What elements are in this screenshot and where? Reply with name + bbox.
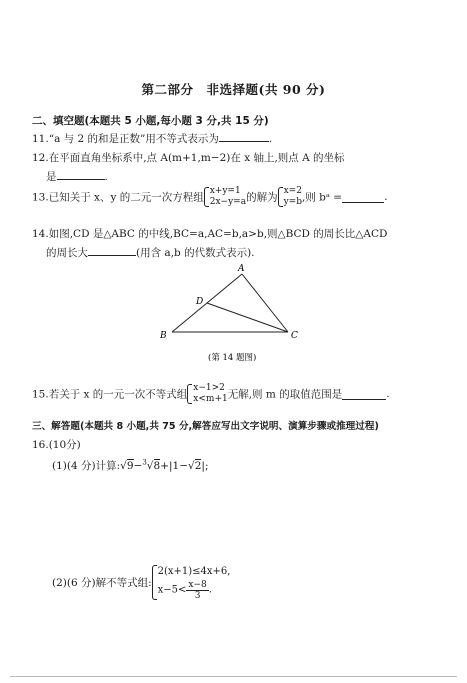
part1-label: (1)(4 分)计算: bbox=[52, 460, 121, 472]
question-14-line2-end: (用含 a,b 的代数式表示). bbox=[136, 247, 255, 259]
question-13 bbox=[32, 186, 387, 208]
figure-caption: (第 14 题图) bbox=[208, 353, 257, 363]
fraction bbox=[186, 580, 208, 601]
system-line: y=b bbox=[283, 197, 302, 207]
triangle-figure bbox=[150, 262, 310, 367]
question-16-header: 16.(10分) bbox=[32, 439, 81, 451]
equation-system-13 bbox=[204, 186, 246, 208]
system-line: 2(x+1)≤4x+6, bbox=[157, 566, 231, 577]
question-14-line1: 14.如图,CD 是△ABC 的中线,BC=a,AC=b,a>b,则△BCD 的周长比△ACD bbox=[32, 228, 388, 240]
vertex-label-b: B bbox=[160, 331, 167, 341]
question-13-start: 13.已知关于 x、y 的二元一次方程组 bbox=[32, 191, 204, 204]
question-16-part1 bbox=[52, 458, 208, 473]
fraction-denominator: 3 bbox=[194, 591, 201, 601]
answer-blank-13[interactable] bbox=[342, 191, 384, 203]
question-11-end: . bbox=[268, 133, 273, 145]
system-line-end: . bbox=[208, 584, 212, 596]
question-11 bbox=[32, 130, 272, 146]
system-line: x+y=1 bbox=[209, 186, 241, 196]
system-line: x<m+1 bbox=[193, 394, 228, 404]
system-line: x−1>2 bbox=[193, 383, 225, 393]
system-line-start: x−5< bbox=[157, 584, 187, 596]
section-solution-heading: 三、解答题(本题共 8 小题,共 75 分,解答应写出文字说明、演算步骤或推理过程) bbox=[32, 421, 379, 432]
solution-system-13 bbox=[278, 186, 302, 208]
question-15-start: 15.若关于 x 的一元一次不等式组 bbox=[32, 388, 188, 401]
part2-label: (2)(6 分)解不等式组: bbox=[52, 577, 152, 589]
cube-root-index: 3 bbox=[142, 458, 147, 467]
answer-blank-15[interactable] bbox=[342, 388, 386, 400]
abs-close: |; bbox=[201, 460, 209, 472]
vertex-label-c: C bbox=[291, 331, 298, 341]
system-line bbox=[158, 580, 231, 601]
sqrt-icon: √ bbox=[120, 460, 127, 472]
question-15-end: . bbox=[386, 388, 390, 400]
median-cd bbox=[207, 303, 288, 332]
answer-blank-12[interactable] bbox=[57, 168, 105, 180]
vertex-label-a: A bbox=[238, 264, 245, 274]
answer-blank-14[interactable] bbox=[88, 244, 136, 256]
inequality-system-15 bbox=[187, 383, 227, 405]
question-12-end: . bbox=[104, 171, 108, 183]
minus-sign: − bbox=[133, 460, 143, 472]
page-bottom-rule bbox=[10, 676, 457, 677]
question-12-line2 bbox=[46, 168, 108, 184]
question-12-line2-start: 是 bbox=[46, 171, 57, 183]
question-15-after: 无解,则 m 的取值范围是 bbox=[227, 388, 343, 401]
radicand-2: 2 bbox=[194, 460, 202, 472]
abs-open: +|1− bbox=[160, 460, 189, 472]
sqrt-icon: √ bbox=[188, 460, 195, 472]
vertex-label-d: D bbox=[196, 297, 204, 307]
answer-blank-11[interactable] bbox=[219, 130, 269, 142]
question-13-after: ,则 bᵃ = bbox=[301, 191, 343, 204]
fraction-numerator: x−8 bbox=[188, 580, 207, 590]
radicand-8: 8 bbox=[153, 460, 161, 472]
system-line: 2x−y=a bbox=[209, 197, 247, 207]
question-16-part2 bbox=[52, 564, 230, 601]
question-14-line2 bbox=[46, 244, 255, 260]
question-13-end: . bbox=[384, 191, 388, 203]
question-13-mid: 的解为 bbox=[246, 191, 278, 204]
section-fill-blank-heading: 二、填空题(本题共 5 小题,每小题 3 分,共 15 分) bbox=[32, 115, 269, 127]
part-title: 第二部分 非选择题(共 90 分) bbox=[141, 82, 326, 97]
inequality-system-16 bbox=[152, 564, 231, 601]
cube-root-icon: √ bbox=[146, 460, 154, 472]
question-11-text: 11.“a 与 2 的和是正数”用不等式表示为 bbox=[32, 133, 219, 145]
question-15 bbox=[32, 383, 390, 405]
question-14-line2-start: 的周长大 bbox=[46, 247, 88, 259]
question-12-line1: 12.在平面直角坐标系中,点 A(m+1,m−2)在 x 轴上,则点 A 的坐标 bbox=[32, 152, 345, 164]
radicand-9: 9 bbox=[126, 460, 134, 472]
system-line: x=2 bbox=[283, 186, 302, 196]
